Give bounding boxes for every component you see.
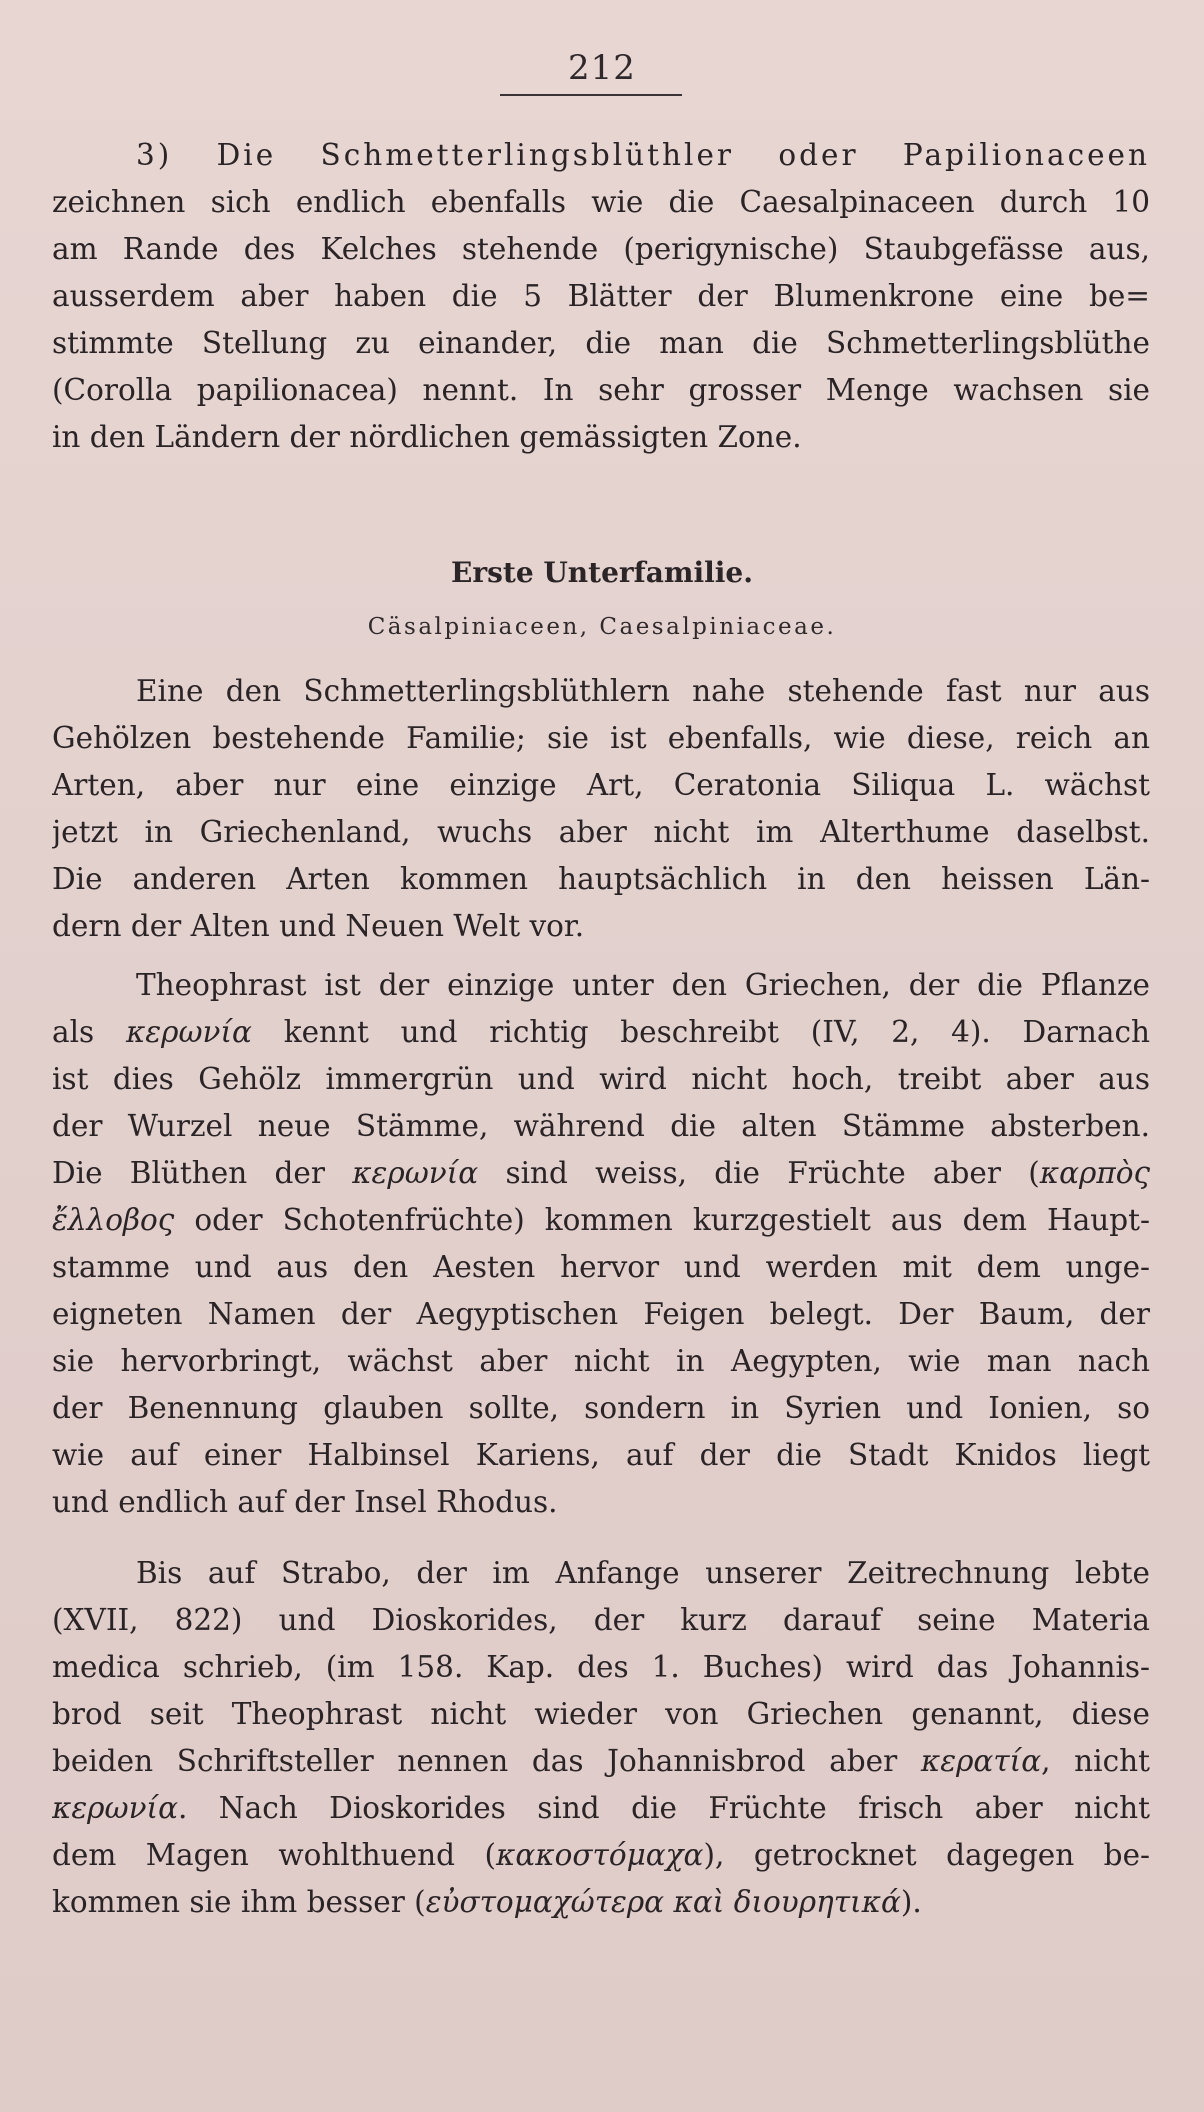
text-line: der Wurzel neue Stämme, während die alten Stämme absterben. (52, 1109, 1150, 1143)
text-line: Arten, aber nur eine einzige Art, Ceratonia Siliqua L. wächst (52, 768, 1150, 802)
text-fragment: kommen sie ihm besser ( (52, 1885, 426, 1919)
text-fragment: oder Schotenfrüchte) kommen kurzgestielt aus dem Haupt- (174, 1203, 1150, 1237)
greek-term: κακοστόμαχα (496, 1838, 704, 1872)
page-number-rule (500, 94, 682, 96)
greek-term: ἔλλοβος (52, 1203, 175, 1237)
text-fragment: dem Magen wohlthuend ( (52, 1838, 496, 1872)
greek-term: κερωνία (52, 1791, 178, 1825)
text-line: der Benennung glauben sollte, sondern in Syrien und Ionien, so (52, 1391, 1150, 1425)
text-line: jetzt in Griechenland, wuchs aber nicht im Alterthume daselbst. (52, 815, 1150, 849)
text-line: in den Ländern der nördlichen gemässigten Zone. (52, 420, 802, 454)
text-line: Die anderen Arten kommen hauptsächlich in den heissen Län- (52, 862, 1150, 896)
paragraph-3 (52, 1550, 1150, 1926)
text-line (52, 1832, 1150, 1879)
text-line: Eine den Schmetterlingsblüthlern nahe stehende fast nur aus (136, 674, 1150, 708)
text-line: sie hervorbringt, wächst aber nicht in Aegypten, wie man nach (52, 1344, 1150, 1378)
text-line: stimmte Stellung zu einander, die man die Schmetterlingsblüthe (52, 326, 1150, 360)
greek-term: εὐστομαχώτερα καὶ διουρητικά (425, 1885, 901, 1919)
text-line: Bis auf Strabo, der im Anfange unserer Zeitrechnung lebte (136, 1556, 1150, 1590)
text-line (52, 1879, 1150, 1926)
text-line: am Rande des Kelches stehende (perigynische) Staubgefässe aus, (52, 232, 1150, 266)
text-line (52, 1738, 1150, 1785)
intro-paragraph (52, 132, 1150, 461)
text-line (52, 1785, 1150, 1832)
text-line (52, 1009, 1150, 1056)
text-fragment: Die Blüthen der (52, 1156, 353, 1190)
text-fragment: , nicht (1041, 1744, 1150, 1778)
greek-term: καρπὸς (1039, 1156, 1150, 1190)
page-number: 212 (568, 48, 636, 88)
text-fragment: beiden Schriftsteller nennen das Johannisbrod aber (52, 1744, 921, 1778)
text-line: zeichnen sich endlich ebenfalls wie die Caesalpinaceen durch 10 (52, 185, 1150, 219)
text-line: (XVII, 822) und Dioskorides, der kurz darauf seine Materia (52, 1603, 1150, 1637)
text-fragment: kennt und richtig beschreibt (IV, 2, 4). Darnach (251, 1015, 1150, 1049)
text-line: und endlich auf der Insel Rhodus. (52, 1485, 558, 1519)
paragraph-2 (52, 962, 1150, 1526)
greek-term: κερωνία (125, 1015, 252, 1049)
paragraph-1 (52, 668, 1150, 950)
text-line: Theophrast ist der einzige unter den Griechen, der die Pflanze (136, 968, 1150, 1002)
text-line: ist dies Gehölz immergrün und wird nicht hoch, treibt aber aus (52, 1062, 1150, 1096)
text-fragment: ). (900, 1885, 922, 1919)
text-line: ausserdem aber haben die 5 Blätter der Blumenkrone eine be= (52, 279, 1150, 313)
text-fragment: . Nach Dioskorides sind die Früchte frisch aber nicht (178, 1791, 1150, 1825)
text-line: eigneten Namen der Aegyptischen Feigen belegt. Der Baum, der (52, 1297, 1150, 1331)
text-line: (Corolla papilionacea) nennt. In sehr grosser Menge wachsen sie (52, 373, 1150, 407)
text-line: dern der Alten und Neuen Welt vor. (52, 909, 585, 943)
text-fragment: als (52, 1015, 126, 1049)
text-line (52, 1150, 1150, 1197)
text-line: medica schrieb, (im 158. Kap. des 1. Buches) wird das Johannis- (52, 1650, 1150, 1684)
text-line: brod seit Theophrast nicht wieder von Griechen genannt, diese (52, 1697, 1150, 1731)
greek-term: κερωνία (352, 1156, 479, 1190)
section-heading: Erste Unterfamilie. (451, 556, 753, 589)
text-fragment: ), getrocknet dagegen be- (703, 1838, 1150, 1872)
text-line: stamme und aus den Aesten hervor und werden mit dem unge- (52, 1250, 1150, 1284)
greek-term: κερατία (920, 1744, 1042, 1778)
text-line (52, 1197, 1150, 1244)
text-line: wie auf einer Halbinsel Kariens, auf der die Stadt Knidos liegt (52, 1438, 1150, 1472)
section-subheading: Cäsalpiniaceen, Caesalpiniaceae. (367, 614, 837, 640)
text-fragment: sind weiss, die Früchte aber ( (478, 1156, 1040, 1190)
text-line: Gehölzen bestehende Familie; sie ist ebenfalls, wie diese, reich an (52, 721, 1150, 755)
text-line: 3) Die Schmetterlingsblüthler oder Papilionaceen (136, 138, 1150, 172)
